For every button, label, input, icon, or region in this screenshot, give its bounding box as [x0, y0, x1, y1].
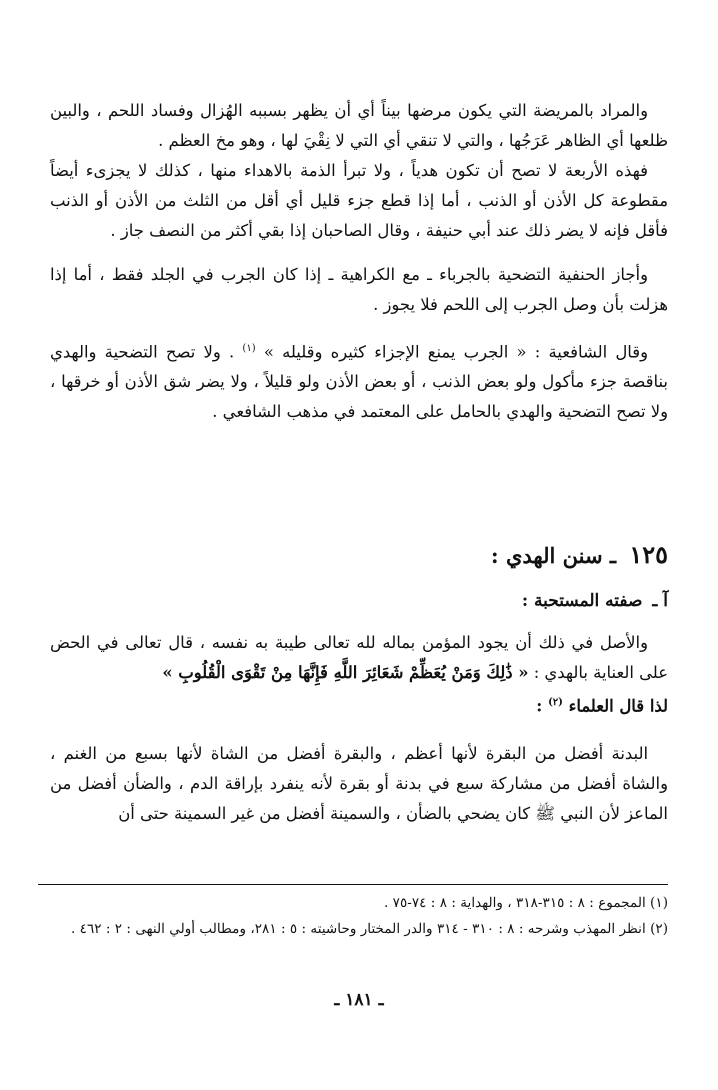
sub-heading-letter: آ ـ: [652, 591, 668, 611]
scholars-said-text: لذا قال العلماء: [568, 696, 668, 716]
quran-quote: « ذَٰلِكَ وَمَنْ يُعَظِّمْ شَعَائِرَ اللَّهِ فَإِنَّهَا مِنْ تَقْوَى الْقُلُوبِ »: [162, 663, 529, 682]
main-text-block: [50, 96, 668, 427]
scholars-said-line: [50, 688, 668, 721]
paragraph-defects: والمراد بالمريضة التي يكون مرضها بيناً أي أن يظهر بسببه الهُزال وفساد اللحم ، والبين ظلعها أي الظاهر عَرَجُها ، والتي لا تنقي أي التي لا نِقْيَ لها ، وهو مخ العظم .: [50, 101, 668, 150]
paragraph-hanafi-mange: وأجاز الحنفية التضحية بالجرباء ـ مع الكراهية ـ إذا كان الجرب في الجلد فقط ، أما إذا هزلت بأن وصل الجرب إلى اللحم فلا يجوز .: [50, 265, 668, 314]
paragraph-four-defects: فهذه الأربعة لا تصح أن تكون هدياً ، ولا تبرأ الذمة بالاهداء منها ، كذلك لا يجزىء أيضاً مقطوعة كل الأذن أو الذنب ، أما إذا قطع جزء قليل أي أقل من الثلث من الأذن أو الذنب فأقل فإنه لا يضر ذلك عند أبي حنيفة ، وقال الصاحبان إذا بقي أكثر من النصف جاز .: [50, 161, 668, 240]
footnote-1: (١) المجموع : ٨ : ٣١٥-٣١٨ ، والهداية : ٨ : ٧٤-٧٥ .: [384, 895, 668, 911]
footnote-ref-2: (٢): [548, 697, 563, 708]
section-title: ـ سنن الهدي :: [490, 543, 617, 568]
page-number: ـ ١٨١ ـ: [334, 990, 384, 1010]
evidence-text: والأصل في ذلك أن يجود المؤمن بماله لله تعالى طيبة به نفسه ، قال تعالى في الحض على العناية بالهدي :: [50, 633, 668, 682]
section-text-block: [50, 628, 668, 829]
sub-heading: [50, 586, 668, 616]
footnote-2: (٢) انظر المهذب وشرحه : ٨ : ٣١٠ - ٣١٤ والدر المختار وحاشيته : ٥ : ٢٨١، ومطالب أولي النهى : ٢ : ٤٦٢ .: [71, 921, 668, 937]
paragraph-evidence: [50, 628, 668, 688]
sub-heading-title: صفته المستحبة :: [521, 591, 643, 611]
shafii-quote-text: وقال الشافعية : « الجرب يمنع الإجزاء كثيره وقليله »: [263, 342, 649, 362]
footnote-ref-1: (١): [242, 343, 256, 354]
section-number: ١٢٥: [629, 540, 668, 569]
scholars-colon: :: [536, 696, 543, 716]
section-heading: [50, 538, 668, 573]
paragraph-preference: البدنة أفضل من البقرة لأنها أعظم ، والبقرة أفضل من الشاة لأنها بسبع من الغنم ، والشاة أفضل من مشاركة سبع في بدنة أو بقرة لأنه ينفرد بإراقة الدم ، والضأن أفضل من الماعز لأن النبي ﷺ كان يضحي بالضأن ، والسمينة أفضل من غير السمينة حتى أن: [50, 744, 668, 824]
footnote-separator: [38, 884, 668, 885]
paragraph-shafii: [50, 334, 668, 427]
shafii-rest-text: . ولا تصح التضحية والهدي بناقصة جزء مأكول ولو بعض الذنب ، أو بعض الأذن ولو قليلاً ، ولا يضر شق الأذن أو خرقها ، ولا تصح التضحية والهدي بالحامل على المعتمد في مذهب الشافعي .: [50, 342, 668, 422]
footnotes-block: [50, 892, 668, 940]
